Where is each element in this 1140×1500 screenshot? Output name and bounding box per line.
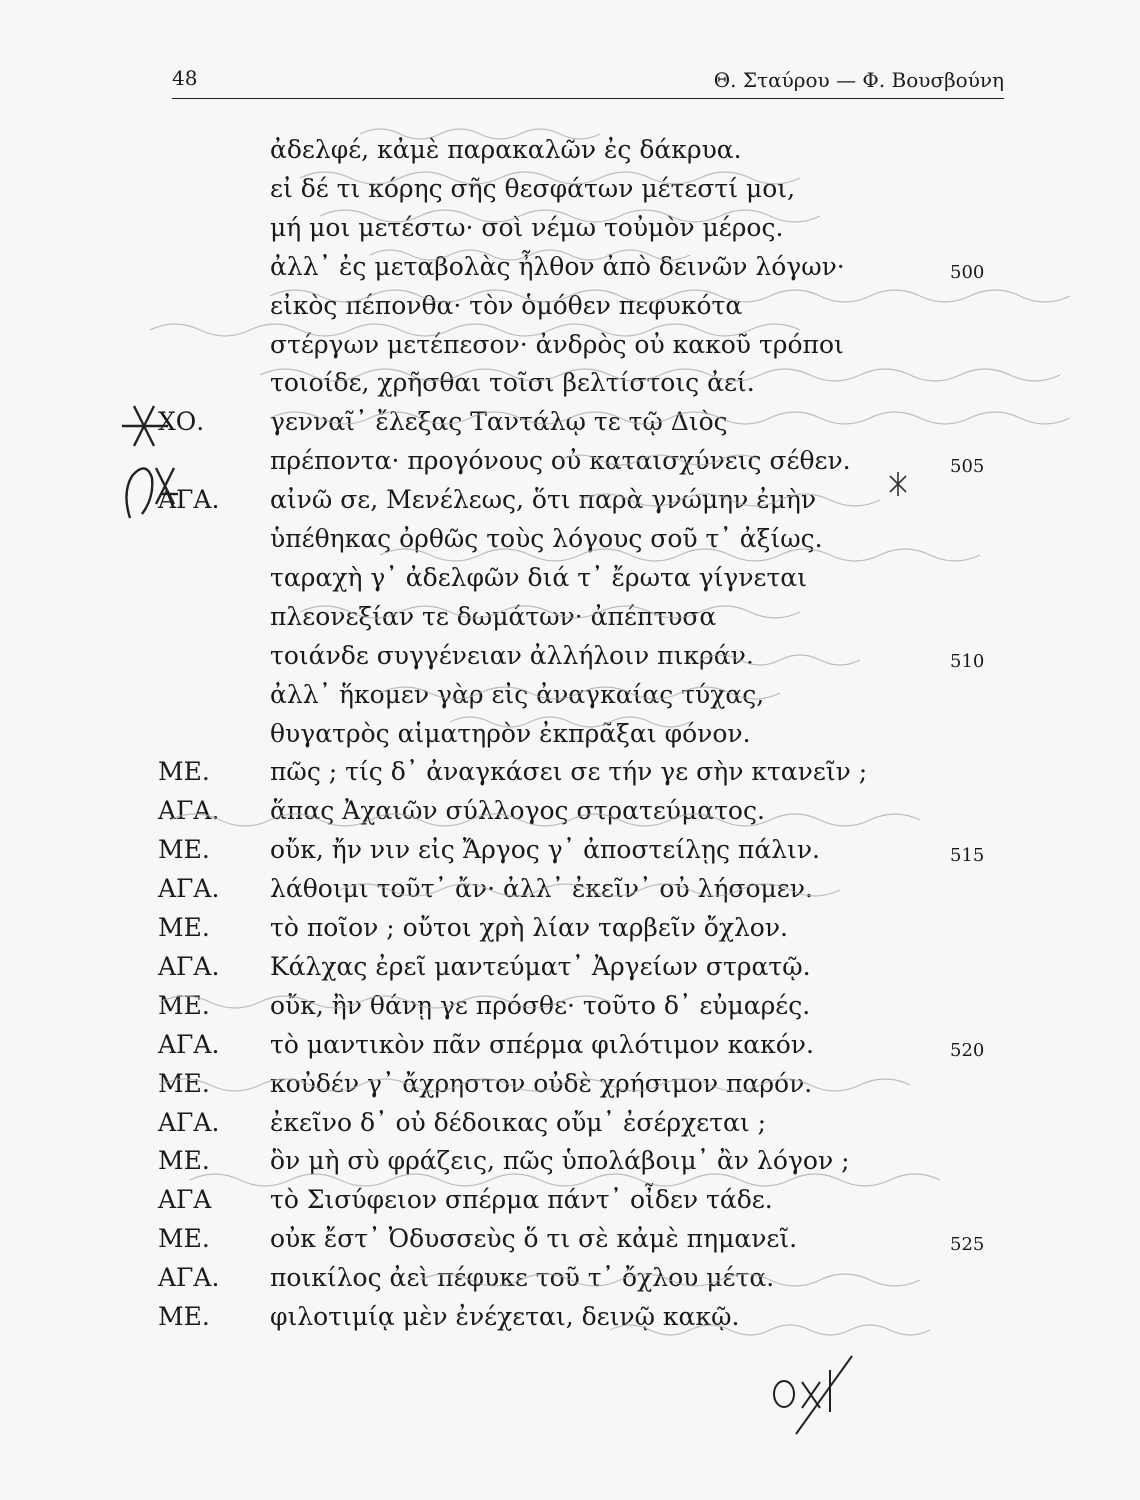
verse-text: κοὐδέν γ᾽ ἄχρηστον οὐδὲ χρήσιμον παρόν. [270, 1069, 813, 1098]
verse-text: ποικίλος ἀεὶ πέφυκε τοῦ τ᾽ ὄχλου μέτα. [270, 1263, 775, 1292]
line-number: 525 [950, 1234, 985, 1255]
speaker-label: ΜΕ. [158, 991, 210, 1020]
verse-line [0, 363, 1140, 403]
speaker-label: ΑΓΑ. [158, 796, 220, 825]
line-number: 505 [950, 456, 985, 477]
verse-text: μή μοι μετέστω· σοὶ νέμω τοὐμὸν μέρος. [270, 213, 784, 242]
oxi-bottom-mark [768, 1350, 858, 1440]
running-head: Θ. Σταύρου — Φ. Βουσβούνη [713, 68, 1004, 92]
verse-line [0, 675, 1140, 715]
verse-text: τοιοίδε, χρῆσθαι τοῖσι βελτίστοις ἀεί. [270, 368, 755, 397]
verse-text: τὸ ποῖον ; οὔτοι χρὴ λίαν ταρβεῖν ὄχλον. [270, 913, 789, 942]
speaker-label: ΜΕ. [158, 1069, 210, 1098]
line-number: 500 [950, 262, 985, 283]
speaker-label: ΜΕ. [158, 1146, 210, 1175]
speaker-label: ΑΓΑ. [158, 1030, 220, 1059]
verse-line [0, 1258, 1140, 1298]
verse-line [0, 1025, 1140, 1065]
verse-text: ὑπέθηκας ὀρθῶς τοὺς λόγους σοῦ τ᾽ ἀξίως. [270, 524, 823, 553]
speaker-label: ΑΓΑ [158, 1185, 212, 1214]
speaker-label: ΑΓΑ. [158, 874, 220, 903]
verse-line [0, 519, 1140, 559]
verse-text: εἰκὸς πέπονθα· τὸν ὁμόθεν πεφυκότα [270, 291, 743, 320]
speaker-label: ΜΕ. [158, 1224, 210, 1253]
speaker-label: ΜΕ. [158, 1302, 210, 1331]
verse-line [0, 286, 1140, 326]
verse-text: οὐκ ἔστ᾽ Ὀδυσσεὺς ὅ τι σὲ κἀμὲ πημανεῖ. [270, 1224, 798, 1253]
verse-text: οὔκ, ἤν νιν εἰς Ἄργος γ᾽ ἀποστείλῃς πάλιν. [270, 835, 820, 864]
speaker-label: ΧΟ. [158, 407, 205, 436]
verse-text: τὸ μαντικὸν πᾶν σπέρμα φιλότιμον κακόν. [270, 1030, 814, 1059]
verse-line [0, 986, 1140, 1026]
verse-text: φιλοτιμίᾳ μὲν ἐνέχεται, δεινῷ κακῷ. [270, 1302, 740, 1331]
speaker-label: ΜΕ. [158, 757, 210, 786]
speaker-label: ΜΕ. [158, 913, 210, 942]
verse-text: τοιάνδε συγγένειαν ἀλλήλοιν πικράν. [270, 641, 754, 670]
speaker-label: ΜΕ. [158, 835, 210, 864]
verse-text: ὃν μὴ σὺ φράζεις, πῶς ὑπολάβοιμ᾽ ἂν λόγον ; [270, 1146, 850, 1175]
verse-text: ἀλλ᾽ ἥκομεν γὰρ εἰς ἀναγκαίας τύχας, [270, 680, 765, 709]
speaker-label: ΑΓΑ. [158, 485, 220, 514]
verse-text: ἀδελφέ, κἀμὲ παρακαλῶν ἐς δάκρυα. [270, 135, 742, 164]
verse-line [0, 947, 1140, 987]
verse-text: εἰ δέ τι κόρης σῆς θεσφάτων μέτεστί μοι, [270, 174, 796, 203]
verse-line [0, 558, 1140, 598]
verse-text: οὔκ, ἢν θάνῃ γε πρόσθε· τοῦτο δ᾽ εὐμαρές. [270, 991, 811, 1020]
verse-text: ἐκεῖνο δ᾽ οὐ δέδοικας οὔμ᾽ ἐσέρχεται ; [270, 1108, 767, 1137]
verse-line [0, 869, 1140, 909]
verse-line [0, 1180, 1140, 1220]
verse-text: στέργων μετέπεσον· ἀνδρὸς οὐ κακοῦ τρόποι [270, 330, 844, 359]
speaker-label: ΑΓΑ. [158, 952, 220, 981]
verse-text: Κάλχας ἐρεῖ μαντεύματ᾽ Ἀργείων στρατῷ. [270, 952, 811, 981]
verse-text: τὸ Σισύφειον σπέρμα πάντ᾽ οἶδεν τάδε. [270, 1185, 773, 1214]
verse-line [0, 714, 1140, 754]
verse-line [0, 1064, 1140, 1104]
verse-line [0, 636, 1140, 676]
line-number: 520 [950, 1040, 985, 1061]
verse-text: πρέποντα· προγόνους οὐ καταισχύνεις σέθεν. [270, 446, 851, 475]
verse-line [0, 208, 1140, 248]
verse-line [0, 325, 1140, 365]
page-number: 48 [172, 66, 198, 90]
verse-line [0, 247, 1140, 287]
verse-text: γενναῖ᾽ ἔλεξας Ταντάλῳ τε τῷ Διὸς [270, 407, 728, 436]
verse-line [0, 402, 1140, 442]
verse-text: πλεονεξίαν τε δωμάτων· ἀπέπτυσα [270, 602, 717, 631]
verse-line [0, 1297, 1140, 1337]
verse-text: αἰνῶ σε, Μενέλεως, ὅτι παρὰ γνώμην ἐμὴν [270, 485, 817, 514]
verse-line [0, 830, 1140, 870]
verse-line [0, 908, 1140, 948]
verse-line [0, 791, 1140, 831]
verse-text: θυγατρὸς αἱματηρὸν ἐκπρᾶξαι φόνον. [270, 719, 751, 748]
verse-line [0, 130, 1140, 170]
verse-text: ἅπας Ἀχαιῶν σύλλογος στρατεύματος. [270, 796, 765, 825]
speaker-label: ΑΓΑ. [158, 1108, 220, 1137]
verse-line [0, 1103, 1140, 1143]
line-number: 510 [950, 651, 985, 672]
verse-line [0, 1141, 1140, 1181]
line-number: 515 [950, 845, 985, 866]
verse-line [0, 1219, 1140, 1259]
verse-line [0, 597, 1140, 637]
verse-text: ταραχὴ γ᾽ ἀδελφῶν διά τ᾽ ἔρωτα γίγνεται [270, 563, 807, 592]
verse-line [0, 480, 1140, 520]
verse-line [0, 169, 1140, 209]
verse-line [0, 752, 1140, 792]
verse-text: λάθοιμι τοῦτ᾽ ἄν· ἀλλ᾽ ἐκεῖν᾽ οὐ λήσομεν. [270, 874, 813, 903]
speaker-label: ΑΓΑ. [158, 1263, 220, 1292]
verse-text: ἀλλ᾽ ἐς μεταβολὰς ἦλθον ἀπὸ δεινῶν λόγων· [270, 252, 845, 281]
verse-line [0, 441, 1140, 481]
page-header [172, 62, 1004, 99]
verse-text: πῶς ; τίς δ᾽ ἀναγκάσει σε τήν γε σὴν κτανεῖν ; [270, 757, 868, 786]
